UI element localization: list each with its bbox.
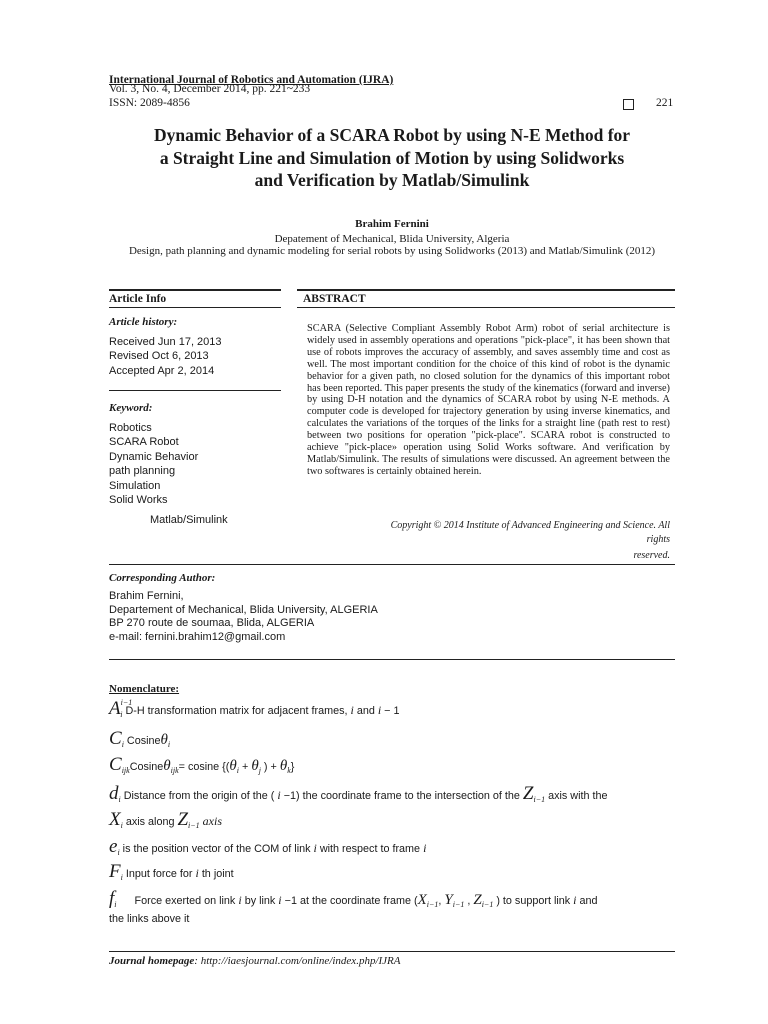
divider	[109, 390, 281, 391]
nomenclature-desc: and	[356, 705, 375, 717]
nomenclature-entry: $d_i$ Distance from the origin of the ( i −1) the coordinate frame to the intersection of the $Z_{i-1}$ axis with the	[109, 783, 608, 804]
history-item: Accepted Apr 2, 2014	[109, 364, 215, 377]
nomenclature-entry: $A^{i-1}_i$ D-H transformation matrix for adjacent frames, i and i − 1	[109, 698, 400, 719]
nomenclature-desc: Cosine	[126, 735, 161, 747]
nomenclature-entry: $C_i$ Cosineθ$_i$	[109, 728, 171, 749]
keyword-item: Dynamic Behavior	[109, 450, 199, 463]
copyright-reserved: reserved.	[633, 550, 670, 561]
nomenclature-desc: with respect to frame	[319, 843, 421, 855]
history-label: Article history:	[109, 316, 178, 328]
history-item: Revised Oct 6, 2013	[109, 350, 209, 363]
corresponding-line: Brahim Fernini,	[109, 590, 184, 602]
nomenclature-entry: $C_{ijk}Cosine\theta_{ijk}= cosine$ {($\theta_i + \theta_j$ ) + $\theta_k$}	[109, 754, 295, 775]
title-line: and Verification by Matlab/Simulink	[254, 170, 530, 190]
history-item: Received Jun 17, 2013	[109, 336, 222, 348]
keyword-list	[109, 421, 198, 507]
paper-title	[100, 124, 684, 192]
nomenclature-entry: $e_i$ is the position vector of the COM of link i with respect to frame i	[109, 836, 427, 857]
corresponding-line: e-mail: fernini.brahim12@gmail.com	[109, 630, 286, 643]
nomenclature-desc: axis with the	[548, 790, 608, 802]
abstract-heading: ABSTRACT	[303, 293, 366, 305]
nomenclature-desc: is the position vector of the COM of link	[122, 843, 311, 855]
nomenclature-desc: axis	[202, 814, 223, 828]
history-list	[109, 335, 222, 378]
nomenclature-desc: Distance from the origin of the (	[123, 790, 275, 802]
volume-info: Vol. 3, No. 4, December 2014, pp. 221~233	[109, 83, 311, 95]
nomenclature-desc: ) to support link	[496, 895, 571, 907]
divider	[297, 307, 675, 308]
nomenclature-desc: Force exerted on link	[134, 895, 236, 907]
divider	[109, 307, 281, 308]
nomenclature-desc: Cosine	[129, 761, 164, 773]
nomenclature-desc: at the coordinate frame (	[299, 895, 418, 907]
nomenclature-entry: $f_i$ Force exerted on link i by link i −1 at the coordinate frame ($X_{i-1}$, $Y_{i-1}$ , $Z_{i-1}$ ) to support link i and	[109, 888, 598, 909]
nomenclature-desc: th joint	[201, 868, 234, 880]
corresponding-line: BP 270 route de soumaa, Blida, ALGERIA	[109, 617, 315, 629]
issn: ISSN: 2089-4856	[109, 97, 190, 109]
divider	[297, 289, 675, 291]
nomenclature-heading: Nomenclature:	[109, 683, 180, 695]
nomenclature-desc: the links above it	[109, 913, 190, 925]
divider	[109, 659, 675, 660]
keyword-item: Simulation	[109, 479, 161, 492]
journal-name: International Journal of Robotics and Automation (IJRA)	[109, 74, 394, 86]
nomenclature-desc: Input force for	[125, 868, 193, 880]
title-line: a Straight Line and Simulation of Motion by using Solidworks	[159, 147, 625, 168]
homepage-url[interactable]: http://iaesjournal.com/online/index.php/IJRA	[200, 955, 401, 967]
nomenclature-desc: and	[579, 895, 598, 907]
nomenclature-desc: = cosine {(	[178, 761, 230, 773]
keyword-label: Keyword:	[109, 402, 153, 414]
page-number: 221	[656, 97, 674, 109]
nomenclature-desc: axis along	[125, 816, 175, 828]
divider	[109, 951, 675, 952]
keyword-item: Robotics	[109, 422, 152, 434]
nomenclature-entry: $X_i$ axis along $Z_{i-1}$ axis	[109, 809, 223, 830]
corresponding-line: Departement of Mechanical, Blida University, ALGERIA	[109, 603, 378, 616]
nomenclature-entry: $F_i$ Input force for i th joint	[109, 861, 234, 882]
affiliation: Depatement of Mechanical, Blida University, Algeria	[274, 233, 510, 245]
corresponding-label: Corresponding Author:	[109, 572, 216, 584]
journal-homepage: Journal homepage: http://iaesjournal.com/online/index.php/IJRA	[109, 955, 401, 967]
keyword-item: Solid Works	[109, 494, 168, 507]
nomenclature-desc: ) the coordinate frame to the intersection of the	[296, 790, 520, 802]
homepage-label: Journal homepage	[109, 955, 195, 967]
author-name: Brahim Fernini	[355, 218, 429, 230]
keyword-item: Matlab/Simulink	[150, 514, 228, 526]
copyright: Copyright © 2014 Institute of Advanced Engineering and Science. All rights	[390, 520, 670, 545]
divider	[109, 289, 281, 291]
article-info-heading: Article Info	[109, 293, 167, 305]
square-icon	[623, 99, 634, 110]
nomenclature-desc: D-H transformation matrix for adjacent frames,	[125, 705, 348, 717]
nomenclature-desc: by link	[244, 895, 276, 907]
title-line: Dynamic Behavior of a SCARA Robot by using N-E Method for	[153, 125, 631, 145]
divider	[109, 564, 675, 565]
keyword-item: path planning	[109, 465, 176, 478]
corresponding-details	[109, 590, 378, 644]
abstract-text: SCARA (Selective Compliant Assembly Robot Arm) robot of serial architecture is widely used in assembly operations and operations "pick-place", it has been shown that use of robots improves the accuracy of assembly, and saves assembly time and cost as well. The most important condition for the choice of this kind of robot is the dynamic behavior for a given path, no closed solution for the dynamics of this important robot has been reported. This paper presents the study of the kinematics (forward and inverse) by using D-H notation and the dynamics of SCARA robot by using N-E methods. A computer code is developed for trajectory generation by using inverse kinematics, and calculates the variations of the torques of the links for a straight line (path rest to rest) between two positions for operation "pick-place". SCARA robot is constructed to achieve "pick-place» operation using Solid Works software. And verification by Matlab/Simulink. The results of simulations were discussed. An agreement between the two softwares is certainly obtained herein.	[307, 323, 670, 477]
keyword-item: SCARA Robot	[109, 436, 179, 449]
description: Design, path planning and dynamic modeling for serial robots by using Solidworks (2013) and Matlab/Simulink (2012)	[128, 245, 656, 257]
